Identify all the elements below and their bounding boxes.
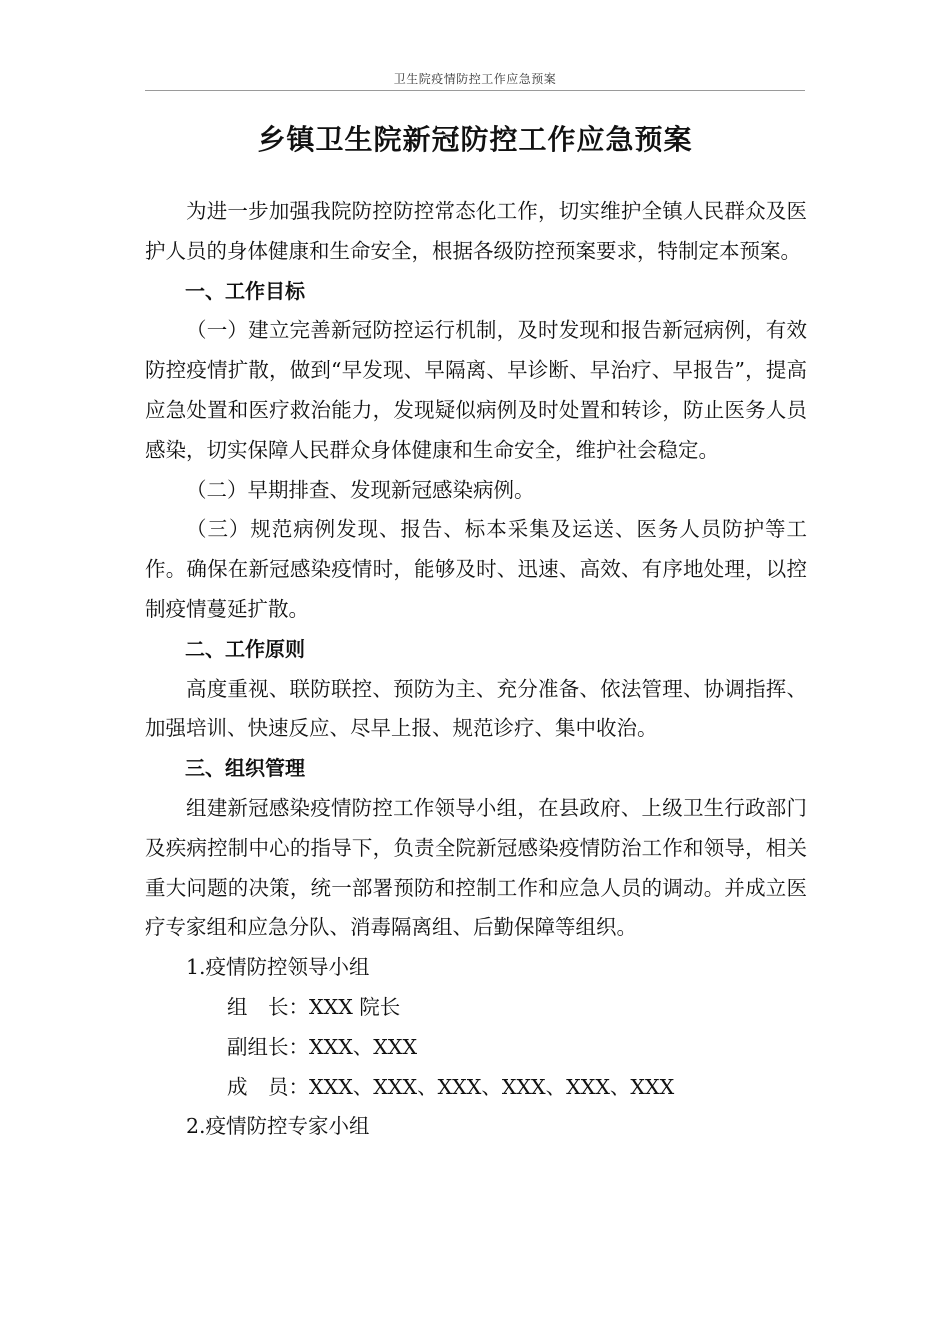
- deputy-label: 副组长：: [227, 1034, 309, 1059]
- leader-value: XXX 院长: [309, 994, 401, 1019]
- goal-item-1: （一）建立完善新冠防控运行机制，及时发现和报告新冠病例，有效防控疫情扩散，做到“早发现、早隔离、早诊断、早治疗、早报告”，提高应急处置和医疗救治能力，发现疑似病例及时处置和转诊，防止医务人员感染，切实保障人民群众身体健康和生命安全，维护社会稳定。: [145, 318, 807, 462]
- leader-label: 组 长：: [227, 994, 309, 1019]
- goal-item-2: （二）早期排查、发现新冠感染病例。: [186, 477, 535, 502]
- members-value: XXX、XXX、XXX、XXX、XXX、XXX: [309, 1074, 675, 1099]
- running-header: 卫生院疫情防控工作应急预案: [393, 72, 557, 86]
- document-body: [145, 192, 807, 1147]
- section-heading-organization: 三、组织管理: [185, 756, 305, 781]
- goal-item-3: （三）规范病例发现、报告、标本采集及运送、医务人员防护等工作。确保在新冠感染疫情时，能够及时、迅速、高效、有序地处理，以控制疫情蔓延扩散。: [145, 517, 807, 621]
- expert-group-title: 2.疫情防控专家小组: [186, 1114, 370, 1139]
- members-label: 成 员：: [227, 1074, 309, 1099]
- header-divider: [145, 90, 805, 91]
- deputy-line: [145, 1028, 807, 1068]
- leader-line: [145, 988, 807, 1028]
- members-line: [145, 1068, 807, 1108]
- leadership-group-title: 1.疫情防控领导小组: [186, 955, 370, 980]
- principles-paragraph: 高度重视、联防联控、预防为主、充分准备、依法管理、协调指挥、加强培训、快速反应、尽早上报、规范诊疗、集中收治。: [145, 676, 807, 741]
- section-heading-principles: 二、工作原则: [185, 636, 305, 661]
- document-title: 乡镇卫生院新冠防控工作应急预案: [257, 123, 693, 156]
- deputy-value: XXX、XXX: [309, 1034, 418, 1059]
- organization-paragraph: 组建新冠感染疫情防控工作领导小组，在县政府、上级卫生行政部门及疾病控制中心的指导下，负责全院新冠感染疫情防治工作和领导，相关重大问题的决策，统一部署预防和控制工作和应急人员的调动。并成立医疗专家组和应急分队、消毒隔离组、后勤保障等组织。: [145, 795, 807, 940]
- intro-paragraph: 为进一步加强我院防控防控常态化工作，切实维护全镇人民群众及医护人员的身体健康和生命安全，根据各级防控预案要求，特制定本预案。: [145, 199, 807, 263]
- section-heading-goals: 一、工作目标: [185, 278, 305, 303]
